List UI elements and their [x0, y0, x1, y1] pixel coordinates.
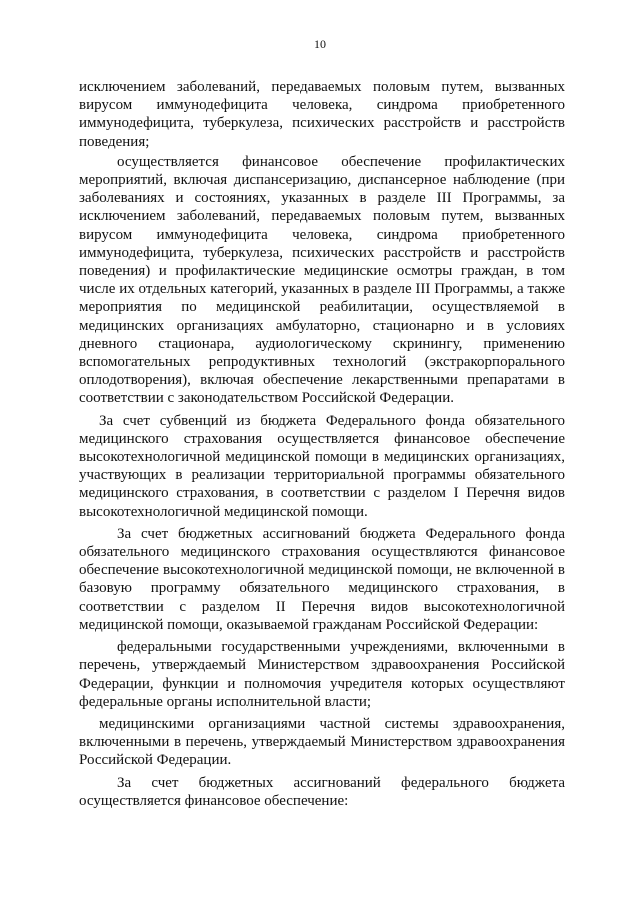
paragraph-prevention-funding: осуществляется финансовое обеспечение профилактических мероприятий, включая диспансеризацию, диспансерное наблюдение (при заболеваниях и состояниях, указанных в разделе III Программы, за исключением заболеваний, передаваемых половым путем, вызванных вирусом иммунодефицита человека, синдрома приобретенного иммунодефицита, туберкулеза, психических расстройств и расстройств поведения) и профилактические медицинские осмотры граждан, в том числе их отдельных категорий, указанных в разделе III Программы, а также мероприятия по медицинской реабилитации, осуществляемой в медицинских организациях амбулаторно, стационарно и в условиях дневного стационара, аудиологическому скринингу, применению вспомогательных репродуктивных технологий (экстракорпорального оплодотворения), включая обеспечение лекарственными препаратами в соответствии с законодательством Российской Федерации.: [79, 153, 565, 407]
document-body: [79, 78, 565, 810]
paragraph-continuation: исключением заболеваний, передаваемых половым путем, вызванных вирусом иммунодефицита человека, синдрома приобретенного иммунодефицита, туберкулеза, психических расстройств и расстройств поведения;: [79, 79, 565, 150]
paragraph-private-organizations: медицинскими организациями частной системы здравоохранения, включенными в перечень, утверждаемый Министерством здравоохранения Российской Федерации.: [79, 715, 565, 769]
paragraph-subventions: За счет субвенций из бюджета Федерального фонда обязательного медицинского страхования осуществляется финансовое обеспечение высокотехнологичной медицинской помощи в медицинских организациях, участвующих в реализации территориальной программы обязательного медицинского страхования, в соответствии с разделом I Перечня видов высокотехнологичной медицинской помощи.: [79, 412, 565, 520]
paragraph-federal-institutions: федеральными государственными учреждениями, включенными в перечень, утверждаемый Министерством здравоохранения Российской Федерации, функции и полномочия учредителя которых осуществляют федеральные органы исполнительной власти;: [79, 639, 565, 710]
page-number: 10: [314, 37, 326, 51]
paragraph-federal-budget: За счет бюджетных ассигнований федерального бюджета осуществляется финансовое обеспечение:: [79, 774, 565, 809]
paragraph-budget-allocations: За счет бюджетных ассигнований бюджета Федерального фонда обязательного медицинского страхования осуществляются финансовое обеспечение высокотехнологичной медицинской помощи, не включенной в базовую программу обязательного медицинского страхования, в соответствии с разделом II Перечня видов высокотехнологичной медицинской помощи, оказываемой гражданам Российской Федерации:: [79, 525, 565, 633]
